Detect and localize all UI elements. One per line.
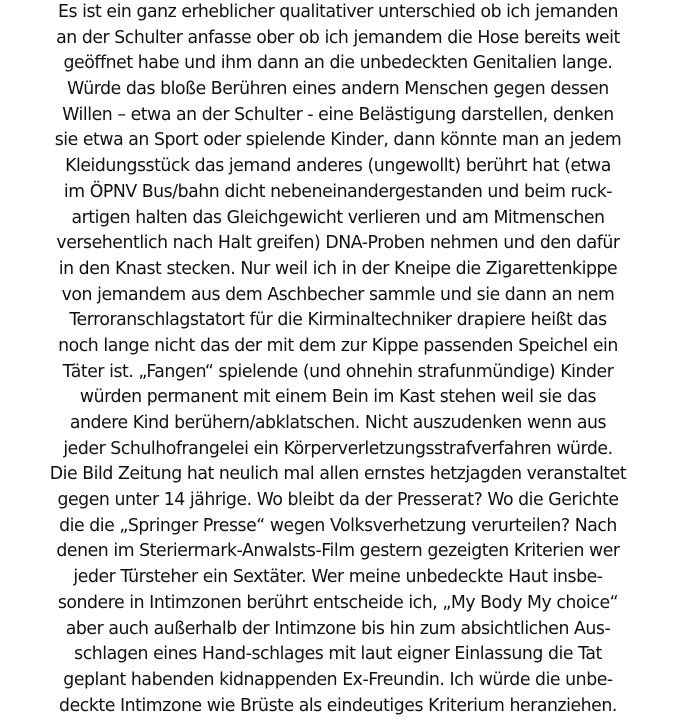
text-line: deckte Intimzone wie Brüste als eindeutiges Kriterium heranziehen. xyxy=(59,695,617,716)
text-line: Würde das bloße Berühren eines andern Menschen gegen dessen xyxy=(67,79,609,100)
text-line: Terroranschlagstatort für die Kirminaltechniker drapiere heißt das xyxy=(69,310,607,331)
text-line: jeder Schulhofrangelei ein Körperverletzungsstrafverfahren würde. xyxy=(63,438,613,459)
text-line: geplant habenden kidnappenden Ex-Freundin. Ich würde die unbe- xyxy=(63,669,613,690)
text-line: jeder Türsteher ein Sextäter. Wer meine unbedeckte Haut insbe- xyxy=(73,567,603,588)
text-line: denen im Steriermark-Anwalsts-Film gestern gezeigten Kriterien wer xyxy=(56,541,620,562)
text-line: artigen halten das Gleichgewicht verlieren und am Mitmenschen xyxy=(71,207,605,228)
text-line: an der Schulter anfasse ober ob ich jemandem die Hose bereits weit xyxy=(56,27,620,48)
text-line: in den Knast stecken. Nur weil ich in der Kneipe die Zigarettenkippe xyxy=(58,258,618,279)
text-line: würden permanent mit einem Bein im Kast stehen weil sie das xyxy=(79,387,597,408)
text-line: Es ist ein ganz erheblicher qualitativer unterschied ob ich jemanden xyxy=(58,2,618,22)
text-line: aber auch außerhalb der Intimzone bis hin zum absichtlichen Aus- xyxy=(65,618,611,639)
text-line: sondere in Intimzonen berührt entscheide ich, „My Body My choice“ xyxy=(57,592,619,613)
text-line: noch lange nicht das der mit dem zur Kippe passenden Speichel ein xyxy=(58,335,618,356)
text-line: von jemandem aus dem Aschbecher sammle und sie dann an nem xyxy=(61,284,615,305)
text-line: Täter ist. „Fangen“ spielende (und ohnehin strafunmündige) Kinder xyxy=(62,361,614,382)
text-line: schlagen eines Hand-schlages mit laut eigner Einlassung die Tat xyxy=(74,644,602,665)
text-line: andere Kind berühern/abklatschen. Nicht auszudenken wenn aus xyxy=(69,413,607,433)
text-line: gegen unter 14 jährige. Wo bleibt da der Presserat? Wo die Gerichte xyxy=(57,490,619,511)
text-line: geöffnet habe und ihm dann an die unbedeckten Genitalien lange. xyxy=(63,53,613,74)
text-line: versehentlich nach Halt greifen) DNA-Proben nehmen und den dafür xyxy=(56,233,620,254)
text-line: Willen – etwa an der Schulter - eine Belästigung darstellen, denken xyxy=(62,104,614,125)
text-line: sie etwa an Sport oder spielende Kinder, dann könnte man an jedem xyxy=(54,130,622,151)
text-line: im ÖPNV Bus/bahn dicht nebeneinandergestanden und beim ruck- xyxy=(63,181,613,202)
text-line: Die Bild Zeitung hat neulich mal allen ernstes hetzjagden veranstaltet xyxy=(49,464,627,485)
text-line: Kleidungsstück das jemand anderes (ungewollt) berührt hat (etwa xyxy=(65,156,611,177)
text-line: die die „Springer Presse“ wegen Volksverhetzung verurteilen? Nach xyxy=(59,515,617,536)
